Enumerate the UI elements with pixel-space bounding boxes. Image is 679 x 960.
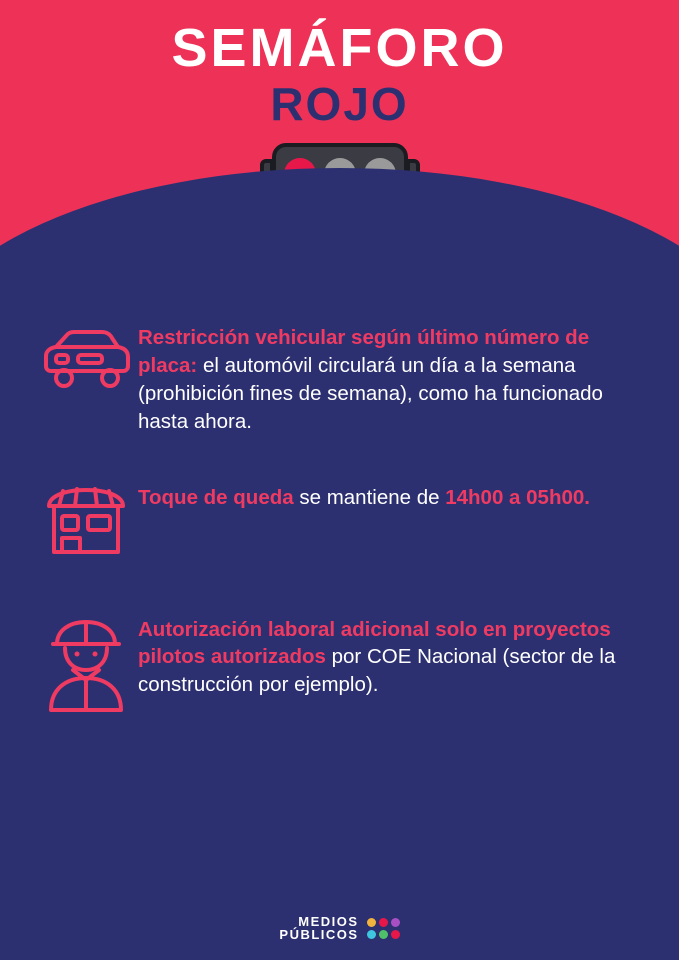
brand-dots-icon	[367, 918, 400, 939]
car-icon	[34, 322, 138, 408]
list-item-text	[138, 482, 639, 512]
header-banner	[0, 0, 679, 262]
list-item-highlight: Toque de queda	[138, 485, 294, 509]
list-item	[34, 482, 639, 568]
list-item-rest: por COE Nacional (sector de la construcción por ejemplo).	[138, 645, 616, 697]
list-item	[34, 614, 639, 700]
brand-dot-3	[391, 918, 400, 927]
header-curve-divider	[0, 168, 679, 262]
brand-dot-6	[391, 930, 400, 939]
measures-list	[0, 262, 679, 700]
list-item	[34, 322, 639, 436]
list-item-rest: el automóvil circulará un día a la semana (prohibición fines de semana), como ha funcionado hasta ahora.	[138, 353, 603, 433]
page-title: SEMÁFORO	[171, 18, 508, 78]
list-item-text	[138, 322, 639, 436]
worker-icon	[34, 614, 138, 700]
brand-dot-1	[367, 918, 376, 927]
brand-line-2: PÚBLICOS	[279, 927, 359, 943]
footer-logo	[0, 915, 679, 942]
brand-line-1: MEDIOS	[298, 913, 359, 929]
list-item-mid: se mantiene de	[293, 485, 446, 509]
list-item-text	[138, 614, 639, 700]
brand-dot-5	[379, 930, 388, 939]
list-item-highlight: Restricción vehicular según último número de placa:	[138, 326, 590, 377]
list-item-highlight: Autorización laboral adicional solo en proyectos pilotos autorizados	[138, 617, 611, 669]
brand-dot-2	[379, 918, 388, 927]
brand-dot-4	[367, 930, 376, 939]
brand-text	[279, 915, 358, 942]
list-item-highlight-2: 14h00 a 05h00.	[445, 485, 590, 509]
page-subtitle: ROJO	[270, 77, 409, 130]
shop-icon	[34, 482, 138, 568]
